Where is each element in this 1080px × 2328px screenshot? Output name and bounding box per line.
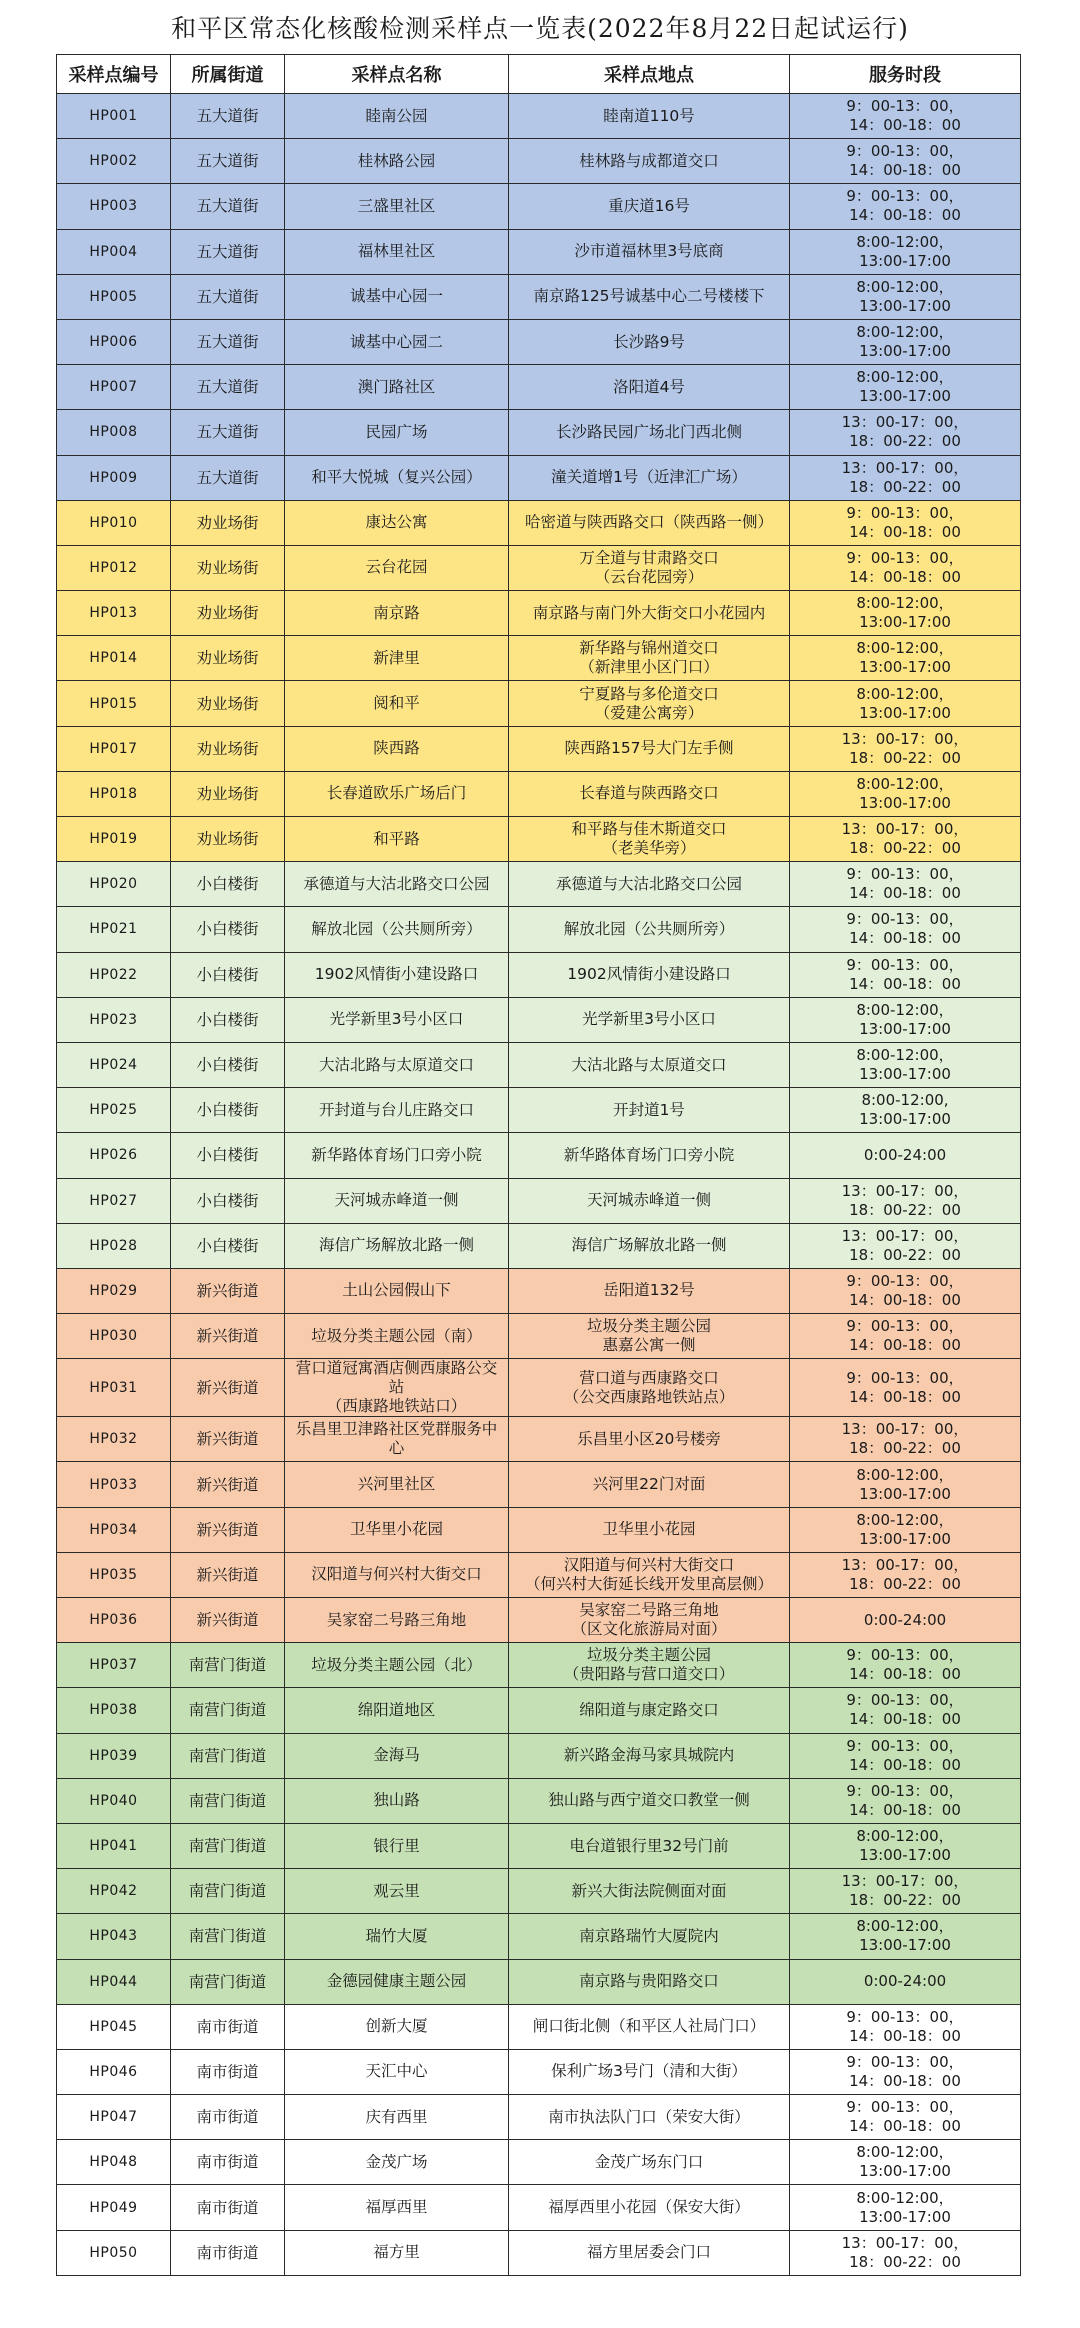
site-location-cell: 睦南道110号 bbox=[509, 94, 790, 139]
service-hours-cell: 13：00-17：00， 18：00-22：00 bbox=[790, 817, 1021, 862]
service-hours-cell: 8:00-12:00， 13:00-17:00 bbox=[790, 2185, 1021, 2230]
table-row bbox=[57, 2095, 1021, 2140]
site-location-cell: 南市执法队门口（荣安大街） bbox=[509, 2095, 790, 2140]
site-id-cell: HP004 bbox=[57, 229, 171, 274]
site-id-cell: HP005 bbox=[57, 274, 171, 319]
street-cell: 劝业场街 bbox=[171, 681, 285, 726]
service-hours-cell: 8:00-12:00， 13:00-17:00 bbox=[790, 771, 1021, 816]
service-hours-cell: 9：00-13：00， 14：00-18：00 bbox=[790, 1643, 1021, 1688]
site-location-cell: 万全道与甘肃路交口 （云台花园旁） bbox=[509, 545, 790, 590]
header-street: 所属街道 bbox=[171, 55, 285, 94]
street-cell: 新兴街道 bbox=[171, 1598, 285, 1643]
site-location-cell: 新兴路金海马家具城院内 bbox=[509, 1733, 790, 1778]
site-name-cell: 解放北园（公共厕所旁） bbox=[285, 907, 509, 952]
site-name-cell: 光学新里3号小区口 bbox=[285, 997, 509, 1042]
table-row bbox=[57, 636, 1021, 681]
site-name-cell: 开封道与台儿庄路交口 bbox=[285, 1088, 509, 1133]
site-id-cell: HP020 bbox=[57, 862, 171, 907]
table-row bbox=[57, 591, 1021, 636]
street-cell: 南市街道 bbox=[171, 2185, 285, 2230]
site-name-cell: 1902风情街小建设路口 bbox=[285, 952, 509, 997]
site-id-cell: HP042 bbox=[57, 1869, 171, 1914]
site-id-cell: HP038 bbox=[57, 1688, 171, 1733]
service-hours-cell: 8:00-12:00， 13:00-17:00 bbox=[790, 997, 1021, 1042]
table-row bbox=[57, 500, 1021, 545]
site-location-cell: 乐昌里小区20号楼旁 bbox=[509, 1417, 790, 1462]
street-cell: 小白楼街 bbox=[171, 1042, 285, 1087]
site-location-cell: 桂林路与成都道交口 bbox=[509, 139, 790, 184]
street-cell: 五大道街 bbox=[171, 94, 285, 139]
service-hours-cell: 8:00-12:00， 13:00-17:00 bbox=[790, 591, 1021, 636]
site-location-cell: 重庆道16号 bbox=[509, 184, 790, 229]
site-name-cell: 金德园健康主题公园 bbox=[285, 1959, 509, 2004]
street-cell: 劝业场街 bbox=[171, 771, 285, 816]
site-location-cell: 绵阳道与康定路交口 bbox=[509, 1688, 790, 1733]
street-cell: 新兴街道 bbox=[171, 1314, 285, 1359]
table-row bbox=[57, 681, 1021, 726]
site-id-cell: HP003 bbox=[57, 184, 171, 229]
service-hours-cell: 9：00-13：00， 14：00-18：00 bbox=[790, 907, 1021, 952]
street-cell: 南营门街道 bbox=[171, 1643, 285, 1688]
table-body bbox=[57, 94, 1021, 2276]
site-name-cell: 和平大悦城（复兴公园） bbox=[285, 455, 509, 500]
site-location-cell: 电台道银行里32号门前 bbox=[509, 1823, 790, 1868]
table-row bbox=[57, 1959, 1021, 2004]
site-location-cell: 陕西路157号大门左手侧 bbox=[509, 726, 790, 771]
table-row bbox=[57, 1914, 1021, 1959]
site-id-cell: HP044 bbox=[57, 1959, 171, 2004]
header-site-location: 采样点地点 bbox=[509, 55, 790, 94]
site-id-cell: HP026 bbox=[57, 1133, 171, 1178]
street-cell: 小白楼街 bbox=[171, 907, 285, 952]
site-id-cell: HP030 bbox=[57, 1314, 171, 1359]
site-location-cell: 闸口街北侧（和平区人社局门口） bbox=[509, 2004, 790, 2049]
site-name-cell: 海信广场解放北路一侧 bbox=[285, 1223, 509, 1268]
street-cell: 劝业场街 bbox=[171, 500, 285, 545]
site-id-cell: HP014 bbox=[57, 636, 171, 681]
street-cell: 劝业场街 bbox=[171, 591, 285, 636]
service-hours-cell: 8:00-12:00， 13:00-17:00 bbox=[790, 1042, 1021, 1087]
street-cell: 南市街道 bbox=[171, 2095, 285, 2140]
site-name-cell: 独山路 bbox=[285, 1778, 509, 1823]
site-location-cell: 保利广场3号门（清和大街） bbox=[509, 2049, 790, 2094]
table-row bbox=[57, 2049, 1021, 2094]
street-cell: 南市街道 bbox=[171, 2049, 285, 2094]
site-location-cell: 大沽北路与太原道交口 bbox=[509, 1042, 790, 1087]
header-site-id: 采样点编号 bbox=[57, 55, 171, 94]
table-header-row bbox=[57, 55, 1021, 94]
site-name-cell: 天河城赤峰道一侧 bbox=[285, 1178, 509, 1223]
street-cell: 新兴街道 bbox=[171, 1507, 285, 1552]
site-location-cell: 海信广场解放北路一侧 bbox=[509, 1223, 790, 1268]
site-name-cell: 金海马 bbox=[285, 1733, 509, 1778]
site-id-cell: HP028 bbox=[57, 1223, 171, 1268]
table-row bbox=[57, 274, 1021, 319]
street-cell: 南营门街道 bbox=[171, 1823, 285, 1868]
site-name-cell: 庆有西里 bbox=[285, 2095, 509, 2140]
service-hours-cell: 8:00-12:00， 13:00-17:00 bbox=[790, 1507, 1021, 1552]
site-id-cell: HP024 bbox=[57, 1042, 171, 1087]
table-row bbox=[57, 1507, 1021, 1552]
site-name-cell: 三盛里社区 bbox=[285, 184, 509, 229]
site-id-cell: HP037 bbox=[57, 1643, 171, 1688]
street-cell: 小白楼街 bbox=[171, 862, 285, 907]
site-id-cell: HP049 bbox=[57, 2185, 171, 2230]
site-location-cell: 新华路体育场门口旁小院 bbox=[509, 1133, 790, 1178]
service-hours-cell: 8:00-12:00, 13:00-17:00 bbox=[790, 1088, 1021, 1133]
site-location-cell: 潼关道增1号（近津汇广场） bbox=[509, 455, 790, 500]
site-name-cell: 桂林路公园 bbox=[285, 139, 509, 184]
site-location-cell: 宁夏路与多伦道交口 （爱建公寓旁） bbox=[509, 681, 790, 726]
site-location-cell: 新兴大街法院侧面对面 bbox=[509, 1869, 790, 1914]
site-id-cell: HP001 bbox=[57, 94, 171, 139]
table-row bbox=[57, 1133, 1021, 1178]
service-hours-cell: 8:00-12:00， 13:00-17:00 bbox=[790, 1462, 1021, 1507]
table-row bbox=[57, 997, 1021, 1042]
table-row bbox=[57, 1823, 1021, 1868]
service-hours-cell: 8:00-12:00， 13:00-17:00 bbox=[790, 636, 1021, 681]
street-cell: 小白楼街 bbox=[171, 1178, 285, 1223]
street-cell: 五大道街 bbox=[171, 229, 285, 274]
site-id-cell: HP050 bbox=[57, 2230, 171, 2275]
site-location-cell: 垃圾分类主题公园 惠嘉公寓一侧 bbox=[509, 1314, 790, 1359]
site-location-cell: 长沙路民园广场北门西北侧 bbox=[509, 410, 790, 455]
street-cell: 南营门街道 bbox=[171, 1733, 285, 1778]
site-id-cell: HP029 bbox=[57, 1268, 171, 1313]
service-hours-cell: 13：00-17：00， 18：00-22：00 bbox=[790, 455, 1021, 500]
site-id-cell: HP045 bbox=[57, 2004, 171, 2049]
header-site-name: 采样点名称 bbox=[285, 55, 509, 94]
site-id-cell: HP007 bbox=[57, 365, 171, 410]
service-hours-cell: 0:00-24:00 bbox=[790, 1598, 1021, 1643]
street-cell: 五大道街 bbox=[171, 139, 285, 184]
street-cell: 劝业场街 bbox=[171, 545, 285, 590]
table-row bbox=[57, 2004, 1021, 2049]
street-cell: 五大道街 bbox=[171, 274, 285, 319]
table-row bbox=[57, 1178, 1021, 1223]
service-hours-cell: 13：00-17：00， 18：00-22：00 bbox=[790, 1223, 1021, 1268]
site-location-cell: 1902风情街小建设路口 bbox=[509, 952, 790, 997]
service-hours-cell: 8:00-12:00， 13:00-17:00 bbox=[790, 365, 1021, 410]
site-location-cell: 天河城赤峰道一侧 bbox=[509, 1178, 790, 1223]
table-row bbox=[57, 907, 1021, 952]
site-name-cell: 和平路 bbox=[285, 817, 509, 862]
service-hours-cell: 9：00-13：00， 14：00-18：00 bbox=[790, 1733, 1021, 1778]
street-cell: 劝业场街 bbox=[171, 726, 285, 771]
street-cell: 南营门街道 bbox=[171, 1959, 285, 2004]
street-cell: 新兴街道 bbox=[171, 1552, 285, 1597]
table-row bbox=[57, 1417, 1021, 1462]
site-name-cell: 金茂广场 bbox=[285, 2140, 509, 2185]
site-id-cell: HP036 bbox=[57, 1598, 171, 1643]
service-hours-cell: 8:00-12:00， 13:00-17:00 bbox=[790, 681, 1021, 726]
site-id-cell: HP017 bbox=[57, 726, 171, 771]
table-row bbox=[57, 1733, 1021, 1778]
street-cell: 南市街道 bbox=[171, 2140, 285, 2185]
table-row bbox=[57, 1223, 1021, 1268]
site-location-cell: 南京路与南门外大街交口小花园内 bbox=[509, 591, 790, 636]
street-cell: 南市街道 bbox=[171, 2230, 285, 2275]
street-cell: 小白楼街 bbox=[171, 1223, 285, 1268]
site-id-cell: HP043 bbox=[57, 1914, 171, 1959]
street-cell: 小白楼街 bbox=[171, 1088, 285, 1133]
site-name-cell: 土山公园假山下 bbox=[285, 1268, 509, 1313]
site-location-cell: 金茂广场东门口 bbox=[509, 2140, 790, 2185]
site-name-cell: 卫华里小花园 bbox=[285, 1507, 509, 1552]
site-location-cell: 光学新里3号小区口 bbox=[509, 997, 790, 1042]
service-hours-cell: 9：00-13：00， 14：00-18：00 bbox=[790, 2049, 1021, 2094]
site-location-cell: 洛阳道4号 bbox=[509, 365, 790, 410]
site-location-cell: 长沙路9号 bbox=[509, 319, 790, 364]
site-location-cell: 岳阳道132号 bbox=[509, 1268, 790, 1313]
site-name-cell: 垃圾分类主题公园（北） bbox=[285, 1643, 509, 1688]
table-row bbox=[57, 726, 1021, 771]
site-id-cell: HP013 bbox=[57, 591, 171, 636]
site-id-cell: HP046 bbox=[57, 2049, 171, 2094]
site-id-cell: HP031 bbox=[57, 1359, 171, 1417]
service-hours-cell: 9：00-13：00， 14：00-18：00 bbox=[790, 139, 1021, 184]
site-name-cell: 兴河里社区 bbox=[285, 1462, 509, 1507]
site-location-cell: 兴河里22门对面 bbox=[509, 1462, 790, 1507]
service-hours-cell: 9：00-13：00， 14：00-18：00 bbox=[790, 1778, 1021, 1823]
site-id-cell: HP048 bbox=[57, 2140, 171, 2185]
sampling-sites-table bbox=[56, 54, 1021, 2276]
site-location-cell: 南京路瑞竹大厦院内 bbox=[509, 1914, 790, 1959]
street-cell: 五大道街 bbox=[171, 410, 285, 455]
site-location-cell: 汉阳道与何兴村大街交口 （何兴村大街延长线开发里高层侧） bbox=[509, 1552, 790, 1597]
site-name-cell: 观云里 bbox=[285, 1869, 509, 1914]
site-name-cell: 乐昌里卫津路社区党群服务中心 bbox=[285, 1417, 509, 1462]
service-hours-cell: 9：00-13：00， 14：00-18：00 bbox=[790, 1314, 1021, 1359]
site-name-cell: 诚基中心园一 bbox=[285, 274, 509, 319]
site-name-cell: 营口道冠寓酒店侧西康路公交站 （西康路地铁站口） bbox=[285, 1359, 509, 1417]
site-name-cell: 大沽北路与太原道交口 bbox=[285, 1042, 509, 1087]
street-cell: 小白楼街 bbox=[171, 1133, 285, 1178]
site-id-cell: HP027 bbox=[57, 1178, 171, 1223]
table-row bbox=[57, 1688, 1021, 1733]
service-hours-cell: 9：00-13：00， 14：00-18：00 bbox=[790, 1688, 1021, 1733]
service-hours-cell: 8:00-12:00， 13:00-17:00 bbox=[790, 229, 1021, 274]
street-cell: 南营门街道 bbox=[171, 1778, 285, 1823]
street-cell: 五大道街 bbox=[171, 184, 285, 229]
site-id-cell: HP002 bbox=[57, 139, 171, 184]
street-cell: 南市街道 bbox=[171, 2004, 285, 2049]
site-id-cell: HP032 bbox=[57, 1417, 171, 1462]
site-name-cell: 吴家窑二号路三角地 bbox=[285, 1598, 509, 1643]
service-hours-cell: 9：00-13：00， 14：00-18：00 bbox=[790, 1268, 1021, 1313]
service-hours-cell: 8:00-12:00， 13:00-17:00 bbox=[790, 274, 1021, 319]
street-cell: 小白楼街 bbox=[171, 952, 285, 997]
site-id-cell: HP039 bbox=[57, 1733, 171, 1778]
site-name-cell: 长春道欧乐广场后门 bbox=[285, 771, 509, 816]
site-name-cell: 新华路体育场门口旁小院 bbox=[285, 1133, 509, 1178]
site-id-cell: HP012 bbox=[57, 545, 171, 590]
table-row bbox=[57, 771, 1021, 816]
header-service-hours: 服务时段 bbox=[790, 55, 1021, 94]
site-name-cell: 天汇中心 bbox=[285, 2049, 509, 2094]
site-id-cell: HP035 bbox=[57, 1552, 171, 1597]
service-hours-cell: 8:00-12:00， 13:00-17:00 bbox=[790, 1823, 1021, 1868]
site-id-cell: HP015 bbox=[57, 681, 171, 726]
site-id-cell: HP041 bbox=[57, 1823, 171, 1868]
service-hours-cell: 13：00-17：00， 18：00-22：00 bbox=[790, 2230, 1021, 2275]
street-cell: 南营门街道 bbox=[171, 1869, 285, 1914]
service-hours-cell: 9：00-13：00， 14：00-18：00 bbox=[790, 2004, 1021, 2049]
site-id-cell: HP010 bbox=[57, 500, 171, 545]
table-row bbox=[57, 545, 1021, 590]
site-name-cell: 瑞竹大厦 bbox=[285, 1914, 509, 1959]
site-location-cell: 福厚西里小花园（保安大街） bbox=[509, 2185, 790, 2230]
site-id-cell: HP006 bbox=[57, 319, 171, 364]
service-hours-cell: 13：00-17：00， 18：00-22：00 bbox=[790, 1417, 1021, 1462]
service-hours-cell: 13：00-17：00， 18：00-22：00 bbox=[790, 410, 1021, 455]
site-name-cell: 民园广场 bbox=[285, 410, 509, 455]
table-row bbox=[57, 1598, 1021, 1643]
street-cell: 五大道街 bbox=[171, 319, 285, 364]
table-row bbox=[57, 365, 1021, 410]
site-location-cell: 沙市道福林里3号底商 bbox=[509, 229, 790, 274]
site-location-cell: 福方里居委会门口 bbox=[509, 2230, 790, 2275]
site-location-cell: 和平路与佳木斯道交口 （老美华旁） bbox=[509, 817, 790, 862]
site-name-cell: 诚基中心园二 bbox=[285, 319, 509, 364]
table-row bbox=[57, 1088, 1021, 1133]
site-name-cell: 福林里社区 bbox=[285, 229, 509, 274]
site-name-cell: 阅和平 bbox=[285, 681, 509, 726]
table-row bbox=[57, 455, 1021, 500]
street-cell: 新兴街道 bbox=[171, 1359, 285, 1417]
street-cell: 五大道街 bbox=[171, 455, 285, 500]
table-row bbox=[57, 1042, 1021, 1087]
street-cell: 五大道街 bbox=[171, 365, 285, 410]
site-id-cell: HP034 bbox=[57, 1507, 171, 1552]
site-name-cell: 垃圾分类主题公园（南） bbox=[285, 1314, 509, 1359]
site-name-cell: 南京路 bbox=[285, 591, 509, 636]
street-cell: 南营门街道 bbox=[171, 1914, 285, 1959]
service-hours-cell: 8:00-12:00， 13:00-17:00 bbox=[790, 1914, 1021, 1959]
table-row bbox=[57, 1268, 1021, 1313]
site-name-cell: 康达公寓 bbox=[285, 500, 509, 545]
table-row bbox=[57, 1359, 1021, 1417]
table-row bbox=[57, 319, 1021, 364]
site-name-cell: 福方里 bbox=[285, 2230, 509, 2275]
site-location-cell: 吴家窑二号路三角地 （区文化旅游局对面） bbox=[509, 1598, 790, 1643]
table-row bbox=[57, 229, 1021, 274]
street-cell: 新兴街道 bbox=[171, 1417, 285, 1462]
site-location-cell: 承德道与大沽北路交口公园 bbox=[509, 862, 790, 907]
site-id-cell: HP018 bbox=[57, 771, 171, 816]
table-row bbox=[57, 817, 1021, 862]
table-row bbox=[57, 2140, 1021, 2185]
service-hours-cell: 0:00-24:00 bbox=[790, 1959, 1021, 2004]
site-location-cell: 长春道与陕西路交口 bbox=[509, 771, 790, 816]
table-row bbox=[57, 184, 1021, 229]
table-row bbox=[57, 1314, 1021, 1359]
site-name-cell: 创新大厦 bbox=[285, 2004, 509, 2049]
site-name-cell: 承德道与大沽北路交口公园 bbox=[285, 862, 509, 907]
site-location-cell: 南京路与贵阳路交口 bbox=[509, 1959, 790, 2004]
service-hours-cell: 8:00-12:00， 13:00-17:00 bbox=[790, 2140, 1021, 2185]
street-cell: 新兴街道 bbox=[171, 1268, 285, 1313]
site-location-cell: 开封道1号 bbox=[509, 1088, 790, 1133]
service-hours-cell: 9：00-13：00， 14：00-18：00 bbox=[790, 2095, 1021, 2140]
site-name-cell: 绵阳道地区 bbox=[285, 1688, 509, 1733]
site-name-cell: 云台花园 bbox=[285, 545, 509, 590]
site-location-cell: 新华路与锦州道交口 （新津里小区门口） bbox=[509, 636, 790, 681]
site-location-cell: 卫华里小花园 bbox=[509, 1507, 790, 1552]
site-id-cell: HP019 bbox=[57, 817, 171, 862]
service-hours-cell: 9：00-13：00， 14：00-18：00 bbox=[790, 545, 1021, 590]
service-hours-cell: 9：00-13：00， 14：00-18：00 bbox=[790, 500, 1021, 545]
table-row bbox=[57, 952, 1021, 997]
site-location-cell: 垃圾分类主题公园 （贵阳路与营口道交口） bbox=[509, 1643, 790, 1688]
street-cell: 劝业场街 bbox=[171, 636, 285, 681]
table-row bbox=[57, 1778, 1021, 1823]
service-hours-cell: 13：00-17：00， 18：00-22：00 bbox=[790, 1869, 1021, 1914]
street-cell: 劝业场街 bbox=[171, 817, 285, 862]
table-row bbox=[57, 2185, 1021, 2230]
table-row bbox=[57, 1462, 1021, 1507]
site-name-cell: 澳门路社区 bbox=[285, 365, 509, 410]
site-id-cell: HP023 bbox=[57, 997, 171, 1042]
site-location-cell: 解放北园（公共厕所旁） bbox=[509, 907, 790, 952]
service-hours-cell: 9：00-13：00， 14：00-18：00 bbox=[790, 1359, 1021, 1417]
table-row bbox=[57, 862, 1021, 907]
table-row bbox=[57, 1643, 1021, 1688]
site-location-cell: 独山路与西宁道交口教堂一侧 bbox=[509, 1778, 790, 1823]
table-row bbox=[57, 94, 1021, 139]
service-hours-cell: 9：00-13：00， 14：00-18：00 bbox=[790, 862, 1021, 907]
site-id-cell: HP009 bbox=[57, 455, 171, 500]
service-hours-cell: 13：00-17：00， 18：00-22：00 bbox=[790, 1178, 1021, 1223]
site-location-cell: 南京路125号诚基中心二号楼楼下 bbox=[509, 274, 790, 319]
table-row bbox=[57, 1869, 1021, 1914]
table-row bbox=[57, 1552, 1021, 1597]
service-hours-cell: 9：00-13：00， 14：00-18：00 bbox=[790, 184, 1021, 229]
site-name-cell: 福厚西里 bbox=[285, 2185, 509, 2230]
service-hours-cell: 8:00-12:00， 13:00-17:00 bbox=[790, 319, 1021, 364]
site-id-cell: HP047 bbox=[57, 2095, 171, 2140]
site-id-cell: HP021 bbox=[57, 907, 171, 952]
site-id-cell: HP025 bbox=[57, 1088, 171, 1133]
service-hours-cell: 13：00-17：00， 18：00-22：00 bbox=[790, 1552, 1021, 1597]
site-location-cell: 哈密道与陕西路交口（陕西路一侧） bbox=[509, 500, 790, 545]
table-row bbox=[57, 139, 1021, 184]
site-id-cell: HP022 bbox=[57, 952, 171, 997]
street-cell: 新兴街道 bbox=[171, 1462, 285, 1507]
street-cell: 南营门街道 bbox=[171, 1688, 285, 1733]
service-hours-cell: 9：00-13：00， 14：00-18：00 bbox=[790, 94, 1021, 139]
table-row bbox=[57, 2230, 1021, 2275]
table-row bbox=[57, 410, 1021, 455]
site-id-cell: HP008 bbox=[57, 410, 171, 455]
site-id-cell: HP033 bbox=[57, 1462, 171, 1507]
site-name-cell: 睦南公园 bbox=[285, 94, 509, 139]
service-hours-cell: 9：00-13：00， 14：00-18：00 bbox=[790, 952, 1021, 997]
page-title: 和平区常态化核酸检测采样点一览表(2022年8月22日起试运行) bbox=[171, 14, 909, 43]
site-name-cell: 银行里 bbox=[285, 1823, 509, 1868]
street-cell: 小白楼街 bbox=[171, 997, 285, 1042]
site-name-cell: 陕西路 bbox=[285, 726, 509, 771]
site-id-cell: HP040 bbox=[57, 1778, 171, 1823]
site-name-cell: 新津里 bbox=[285, 636, 509, 681]
site-location-cell: 营口道与西康路交口 （公交西康路地铁站点） bbox=[509, 1359, 790, 1417]
service-hours-cell: 13：00-17：00， 18：00-22：00 bbox=[790, 726, 1021, 771]
site-name-cell: 汉阳道与何兴村大街交口 bbox=[285, 1552, 509, 1597]
service-hours-cell: 0:00-24:00 bbox=[790, 1133, 1021, 1178]
